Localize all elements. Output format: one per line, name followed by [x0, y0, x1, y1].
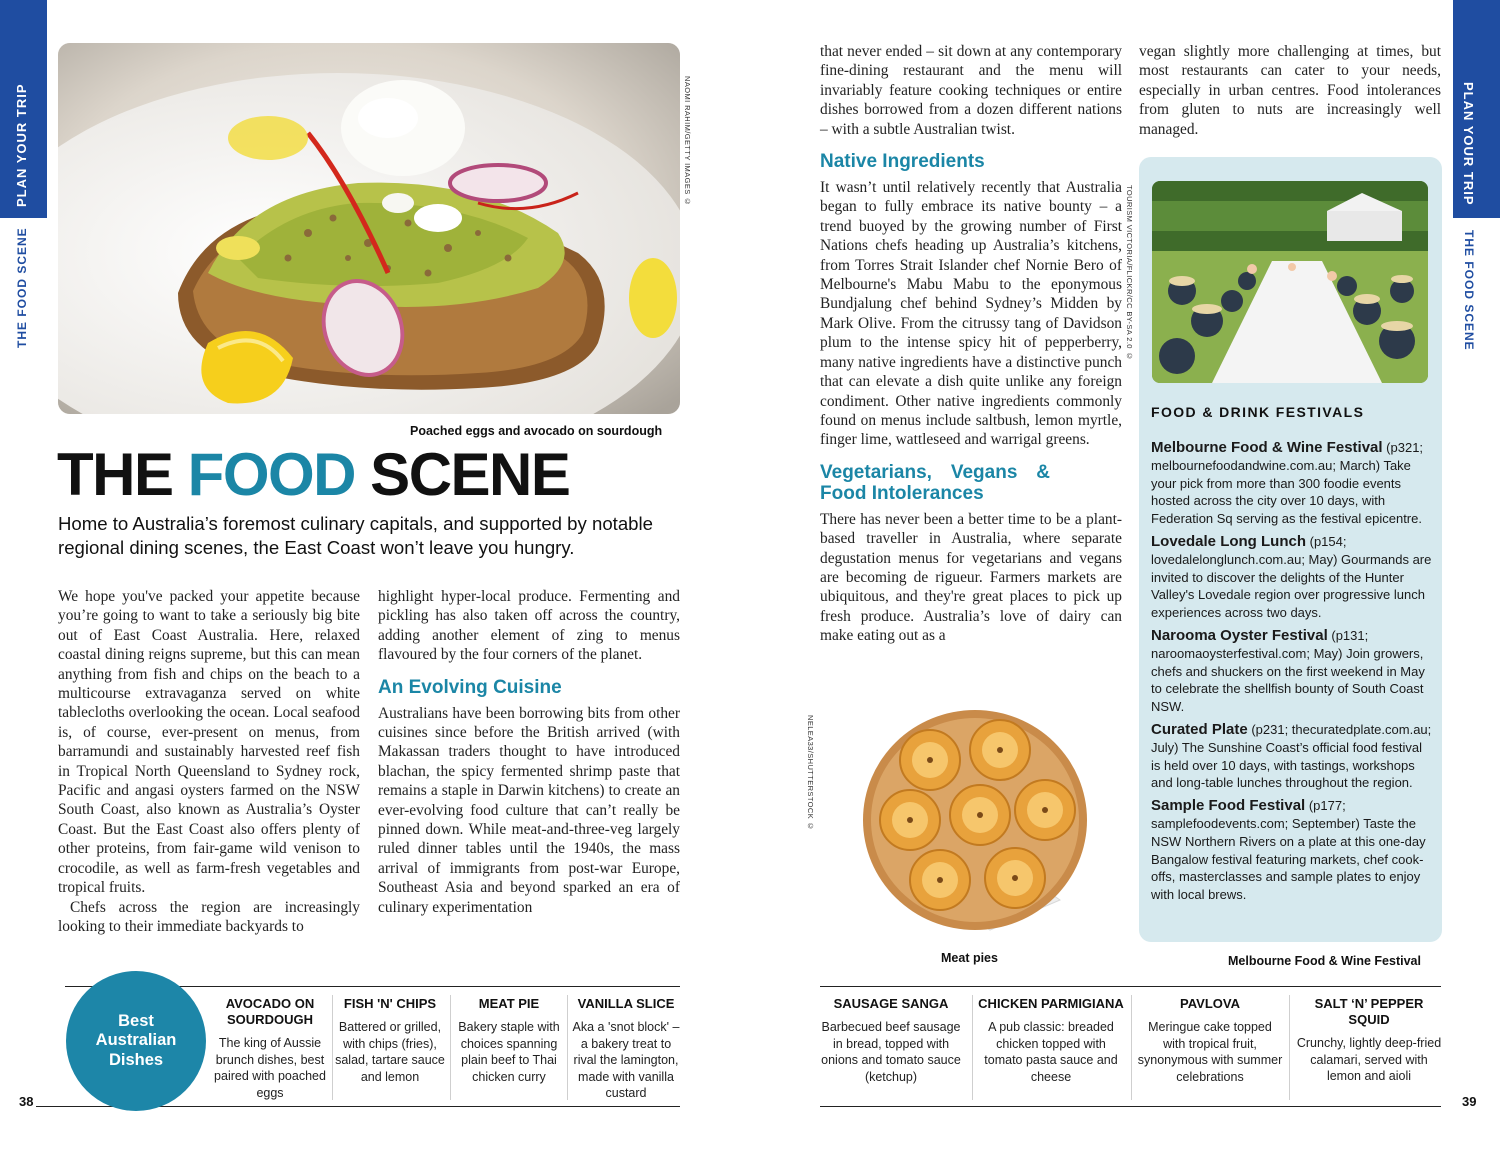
title-word-the: THE — [57, 441, 173, 508]
body-paragraph: It wasn’t until relatively recently that Australia began to fully embrace its native bounty – a trend buoyed by the growing number of First Nations chefs heading up Australia’s kitchens, from Torres Strait Islander chef Nornie Bero of Melbourne's Mabu Mabu to the eponymous Bundjalung chef behind Sydney’s Midden by Mark Olive. From the citrussy tang of Davidson plum to the intense spicy hit of pepperberry, many native ingredients have a distinctive punch that can elevate a dish quite unlike any foreign condiment. Other native ingredients commonly found on menus include saltbush, lemon myrtle, finger lime, wattleseed and warrigal greens. — [820, 179, 1122, 449]
festival-text: (p131; naroomaoysterfestival.com; May) Join growers, chefs and shuckers on the first weekend in May to celebrate the shellfish bounty of South Coast NSW. — [1151, 627, 1425, 715]
body-paragraph: highlight hyper-local produce. Fermenting and pickling has also taken off across the country, adding another element of zing to menus flavoured by the four corners of the planet. — [378, 588, 680, 664]
right-column-1 — [820, 42, 1122, 646]
dish-item — [212, 996, 328, 1101]
festival-text: (p177; samplefoodevents.com; September) Taste the NSW Northern Rivers on a plate at this one-day Bangalow festival featuring markets, chef cook-offs, masterclasses and sample plates to enjoy with local brews. — [1151, 798, 1426, 903]
avocado-toast-illustration — [58, 43, 680, 414]
dish-name: CHICKEN PARMIGIANA — [978, 996, 1124, 1011]
page-title — [57, 440, 569, 510]
dish-item — [455, 996, 563, 1085]
dish-divider — [332, 995, 333, 1100]
heading-vegetarians: Vegetarians, Vegans & Food Intolerances — [820, 461, 1050, 504]
body-paragraph: Chefs across the region are increasingly looking to their immediate backyards to — [58, 898, 360, 935]
best-dishes-badge — [66, 971, 206, 1111]
festivals-list — [1151, 439, 1433, 909]
meat-pies-photo — [840, 700, 1110, 950]
festival-name: Sample Food Festival — [1151, 797, 1306, 815]
festival-photo — [1152, 181, 1428, 383]
heading-evolving-cuisine: An Evolving Cuisine — [378, 676, 562, 698]
body-paragraph: vegan slightly more challenging at times, but most restaurants can cater to your needs, especially in urban centres. Food intolerances from gluten to nuts are increasingly well managed. — [1139, 43, 1441, 138]
dish-description: Meringue cake topped with tropical fruit, synonymous with summer celebrations — [1137, 1020, 1283, 1084]
dish-item — [1294, 996, 1444, 1085]
body-paragraph: that never ended – sit down at any contemporary fine-dining restaurant and the menu will invariably feature cooking techniques or entire dishes borrowed from a dozen different nations – with a subtle Australian twist. — [820, 43, 1122, 138]
dish-divider — [972, 995, 973, 1100]
festival-text: (p321; melbournefoodandwine.com.au; March) Take your pick from more than 300 foodie events hosted across the city over 10 days, with Federation Sq serving as the festival epicentre. — [1151, 440, 1424, 527]
heading-native-ingredients: Native Ingredients — [820, 151, 985, 173]
best-dishes-badge-label: Best Australian Dishes — [95, 1011, 177, 1069]
body-paragraph: Australians have been borrowing bits from other cuisines since before the British arrived (with Makassan traders thought to have introduced blachan, the spicy fermented shrimp paste that remains a staple in Darwin kitchens) to create an ever-evolving food culture that can’t really be pinned down. While meat-and-three-veg largely ruled dinner tables until the 1940s, the mass arrival of immigrants from post-war Europe, Southeast Asia and beyond sparked an era of culinary experimentation — [378, 704, 680, 916]
festival-text: (p231; thecuratedplate.com.au; July) The Sunshine Coast’s official food festival is held over 10 days, with tastings, workshops and long-table lunches throughout the region. — [1151, 721, 1432, 791]
title-word-food: FOOD — [187, 441, 355, 508]
dish-item — [335, 996, 445, 1085]
pies-photo-credit: NELEA33/SHUTTERSTOCK © — [806, 715, 815, 832]
festival-item — [1151, 627, 1433, 716]
dish-divider — [567, 995, 568, 1100]
festival-item — [1151, 797, 1433, 904]
festival-photo-caption: Melbourne Food & Wine Festival — [1228, 954, 1421, 968]
dish-description: Aka a 'snot block' – a bakery treat to rival the lamington, made with vanilla custard — [572, 1020, 680, 1100]
dish-name: SAUSAGE SANGA — [833, 996, 949, 1011]
festival-name: Lovedale Long Lunch — [1151, 532, 1307, 550]
right-tab-section-label: PLAN YOUR TRIP — [1461, 82, 1476, 206]
dish-name: AVOCADO ON SOURDOUGH — [225, 996, 315, 1027]
dishes-top-rule-right — [820, 986, 1441, 987]
dish-item — [816, 996, 966, 1085]
body-paragraph: We hope you've packed your appetite because you’re going to want to take a seriously big bite out of East Coast Australia. Here, relaxed coastal dining reigns supreme, but this can mean anything from fish and chips on the beach to a multicourse extravaganza served on white tablecloths overlooking the ocean. Local seafood is, of course, ever-present on menus, from barramundi and sustainably harvested reef fish in Tropical North Queensland to Sydney rock, Pacific and angasi oysters farmed on the NSW South Coast, also known as Australia’s Oyster Coast. But the East Coast also offers plenty of other proteins, from fair-game wild venison to crocodile, as well as farm-fresh vegetables and tropical fruits. — [58, 588, 360, 897]
page-number-right: 39 — [1462, 1094, 1477, 1109]
dish-item — [976, 996, 1126, 1085]
dish-divider — [450, 995, 451, 1100]
hero-photo-credit: NAOMI RAHIM/GETTY IMAGES © — [683, 76, 692, 207]
right-tab-chapter-label: THE FOOD SCENE — [1462, 230, 1476, 351]
dish-description: The king of Aussie brunch dishes, best paired with poached eggs — [214, 1036, 326, 1100]
dish-name: MEAT PIE — [478, 996, 540, 1011]
intro-text: Home to Australia’s foremost culinary capitals, and supported by notable regional dining scenes, the East Coast won’t leave you hungry. — [58, 513, 653, 558]
festival-name: Narooma Oyster Festival — [1151, 626, 1328, 644]
hero-photo-caption: Poached eggs and avocado on sourdough — [410, 424, 663, 438]
dish-name: PAVLOVA — [1180, 996, 1240, 1011]
festival-item — [1151, 721, 1433, 792]
title-word-scene: SCENE — [370, 441, 570, 508]
page-number-left: 38 — [19, 1094, 34, 1109]
festival-crowd-illustration — [1152, 181, 1428, 383]
left-column-2 — [378, 587, 680, 917]
dish-name: VANILLA SLICE — [577, 996, 675, 1011]
left-tab-chapter-label: THE FOOD SCENE — [15, 227, 29, 348]
dish-item — [1136, 996, 1284, 1085]
dish-item — [572, 996, 680, 1102]
pies-photo-caption: Meat pies — [941, 951, 998, 965]
festivals-heading: FOOD & DRINK FESTIVALS — [1151, 404, 1365, 420]
dish-divider — [1289, 995, 1290, 1100]
dish-name: SALT ‘N’ PEPPER SQUID — [1314, 996, 1424, 1027]
dish-description: Barbecued beef sausage in bread, topped with onions and tomato sauce (ketchup) — [821, 1020, 961, 1084]
meat-pies-illustration — [840, 700, 1110, 950]
festival-name: Curated Plate — [1151, 720, 1248, 738]
dish-name: FISH 'N' CHIPS — [343, 996, 437, 1011]
dish-description: Bakery staple with choices spanning plain beef to Thai chicken curry — [458, 1020, 560, 1084]
festival-text: (p154; lovedalelonglunch.com.au; May) Gourmands are invited to discover the delights of the Hunter Valley's Lovedale region over progressive lunch experiences across two days. — [1151, 533, 1432, 621]
hero-photo — [58, 43, 680, 414]
dish-description: Crunchy, lightly deep-fried calamari, served with lemon and aioli — [1296, 1036, 1442, 1083]
dish-divider — [1131, 995, 1132, 1100]
festival-item — [1151, 533, 1433, 622]
festival-name: Melbourne Food & Wine Festival — [1151, 439, 1383, 456]
body-paragraph: There has never been a better time to be a plant-based traveller in Australia, where separate degustation menus for vegetarians and vegans are becoming de rigueur. Farmers markets are ubiquitous, and they're great places to pick up fresh produce. Australia’s love of dairy can make eating out as a — [820, 510, 1122, 645]
left-column-1 — [58, 587, 360, 936]
festival-item — [1151, 439, 1433, 528]
dishes-bottom-rule-right — [820, 1106, 1441, 1107]
left-tab-section-label: PLAN YOUR TRIP — [14, 83, 29, 207]
festival-photo-credit: TOURISM VICTORIA/FLICKR/CC BY-SA 2.0 © — [1125, 185, 1134, 361]
dish-description: A pub classic: breaded chicken topped with tomato pasta sauce and cheese — [984, 1020, 1118, 1084]
right-column-2 — [1139, 42, 1441, 139]
dish-description: Battered or grilled, with chips (fries), salad, tartare sauce and lemon — [335, 1020, 445, 1084]
